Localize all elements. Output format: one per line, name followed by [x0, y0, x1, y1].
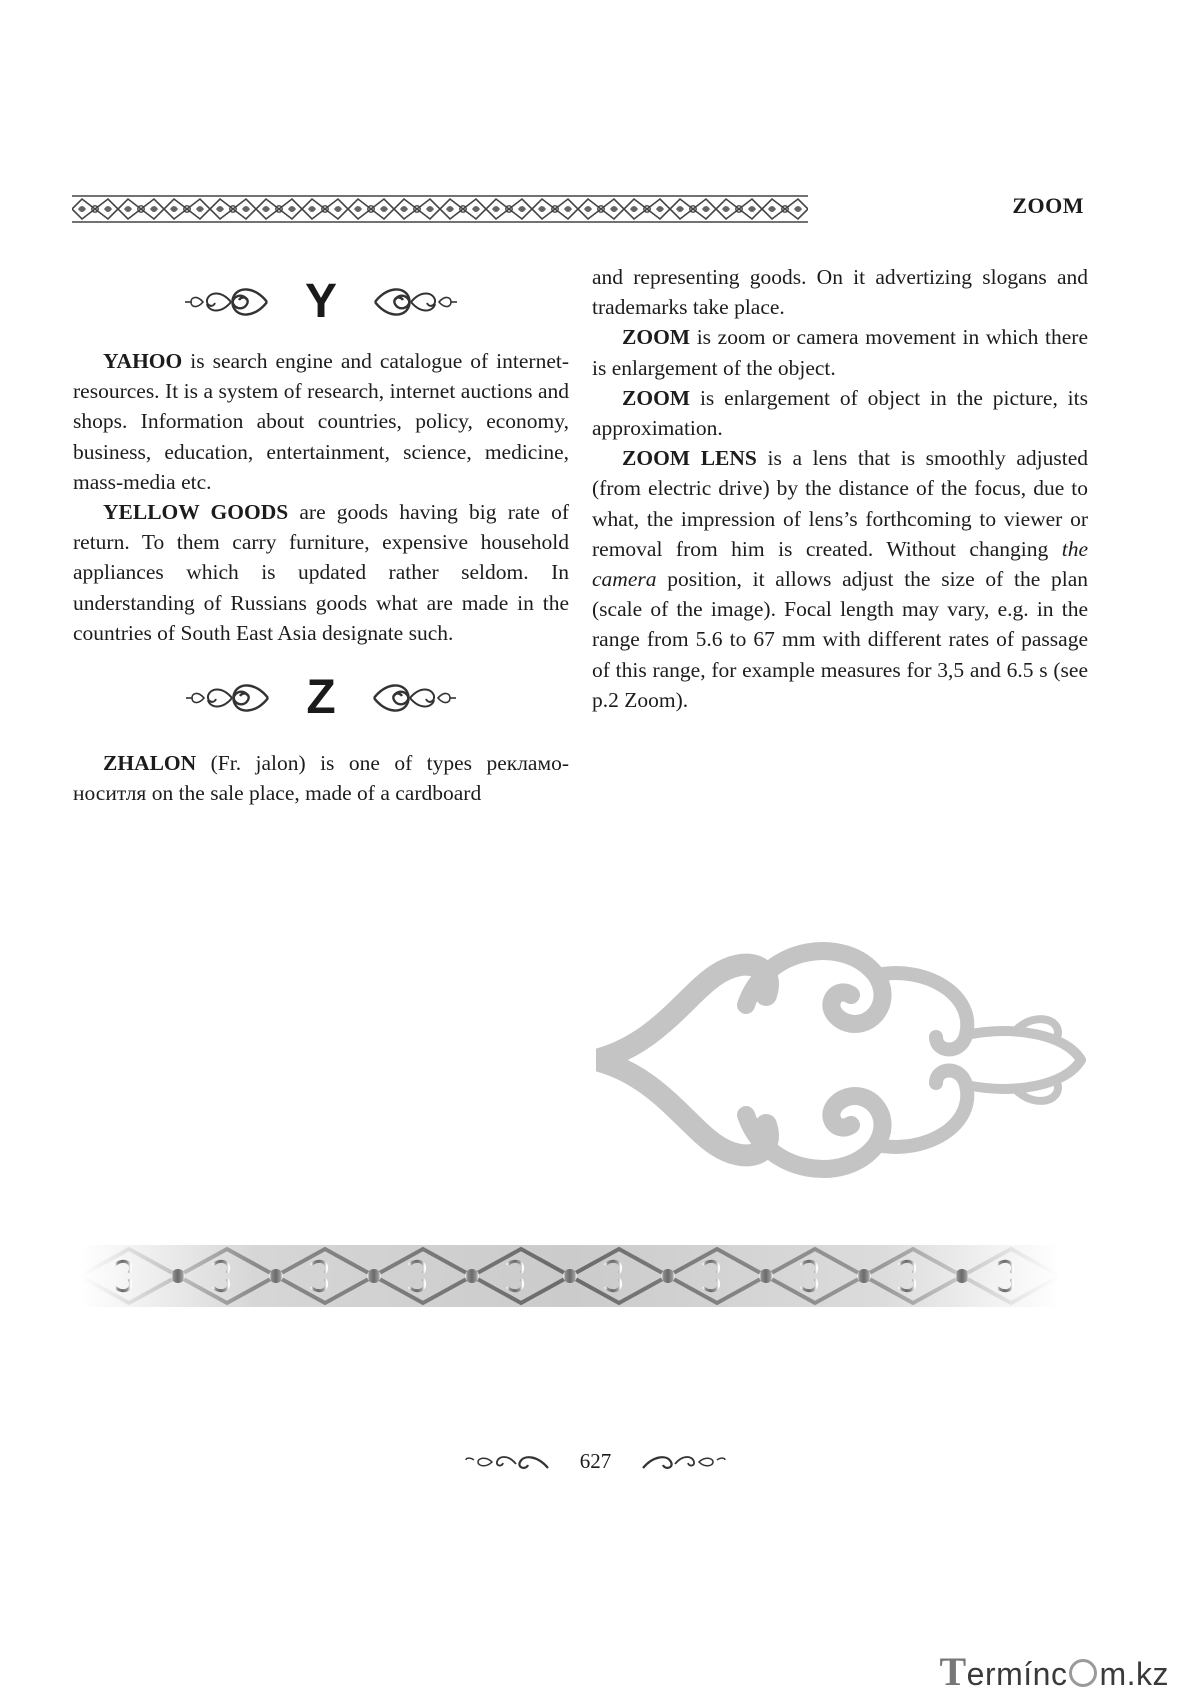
entry-yahoo — [73, 346, 569, 497]
entry-term: ZOOM — [622, 385, 691, 410]
left-column — [73, 262, 569, 808]
page-number: 627 — [579, 1448, 612, 1473]
entry-zhalon — [73, 748, 569, 808]
scroll-ornament-left-icon — [185, 282, 269, 322]
entry-text: (Fr. jalon) is one of types рекламоноситля on the sale place, made of a cardboard — [73, 751, 569, 806]
section-letter-y: Y — [304, 274, 337, 328]
entry-text-italic: the camera — [592, 536, 1088, 592]
entry-term: ZHALON — [103, 751, 197, 776]
entry-term: ZOOM — [622, 325, 691, 350]
watermark-letter-t: T — [939, 1649, 967, 1694]
entry-term: YELLOW GOODS — [103, 500, 289, 525]
entry-text: is a lens that is smoothly adjusted (from electric drive) by the distance of the focus, due to what, the impression of lens’s forthcoming to viewer or removal from him is created. Without changing — [592, 446, 1088, 561]
watermark-text-1: ermínc — [966, 1656, 1068, 1692]
magnifier-o-icon — [1069, 1659, 1097, 1687]
watermark-text-2: m.kz — [1099, 1656, 1169, 1692]
section-header-z — [73, 648, 569, 748]
entry-text: position, it allows adjust the size of the plan (scale of the image). Focal length may vary, e.g. in the range from 5.6 to 67 mm with different rates of passage of this range, for example measures for 3,5 and 6.5 s (see p.2 Zoom). — [592, 567, 1088, 712]
header-ornament-band — [72, 194, 808, 224]
entry-zoom-lens — [592, 443, 1088, 715]
section-header-y — [73, 262, 569, 342]
bottom-ornament-band — [80, 1245, 1060, 1307]
entry-text: is zoom or camera movement in which there is enlargement of the object. — [592, 325, 1088, 380]
entry-term: YAHOO — [103, 349, 183, 373]
entry-term: ZOOM LENS — [622, 446, 757, 471]
entry-text: are goods having big rate of return. To them carry furniture, expensive household appliances which is updated rather seldom. In understanding of Russians goods what are made in the countries of South East Asia designate such. — [73, 500, 569, 645]
large-scroll-ornament-icon — [596, 935, 1086, 1185]
entry-zoom-2 — [592, 383, 1088, 443]
entry-zhalon-continued: and representing goods. On it advertizing slogans and trademarks take place. — [592, 265, 1088, 320]
right-column — [592, 262, 1088, 715]
page-footer — [0, 1448, 1191, 1474]
scroll-ornament-right-icon — [372, 678, 456, 718]
running-head: ZOOM — [1012, 193, 1084, 218]
section-letter-z: Z — [306, 670, 336, 724]
entry-zoom-1 — [592, 322, 1088, 382]
entry-yellow-goods — [73, 497, 569, 648]
footer-ornament-left-icon — [464, 1448, 550, 1474]
entry-text: is search engine and catalogue of internet-resources. It is a system of research, internet auctions and shops. Information about countries, policy, economy, business, education, entertainment, science, medicine, mass-media etc. — [73, 349, 569, 494]
scroll-ornament-left-icon — [186, 678, 270, 718]
site-watermark-logo — [939, 1648, 1169, 1695]
entry-text: is enlargement of object in the picture, its approximation. — [592, 385, 1088, 441]
footer-ornament-right-icon — [641, 1448, 727, 1474]
scroll-ornament-right-icon — [373, 282, 457, 322]
